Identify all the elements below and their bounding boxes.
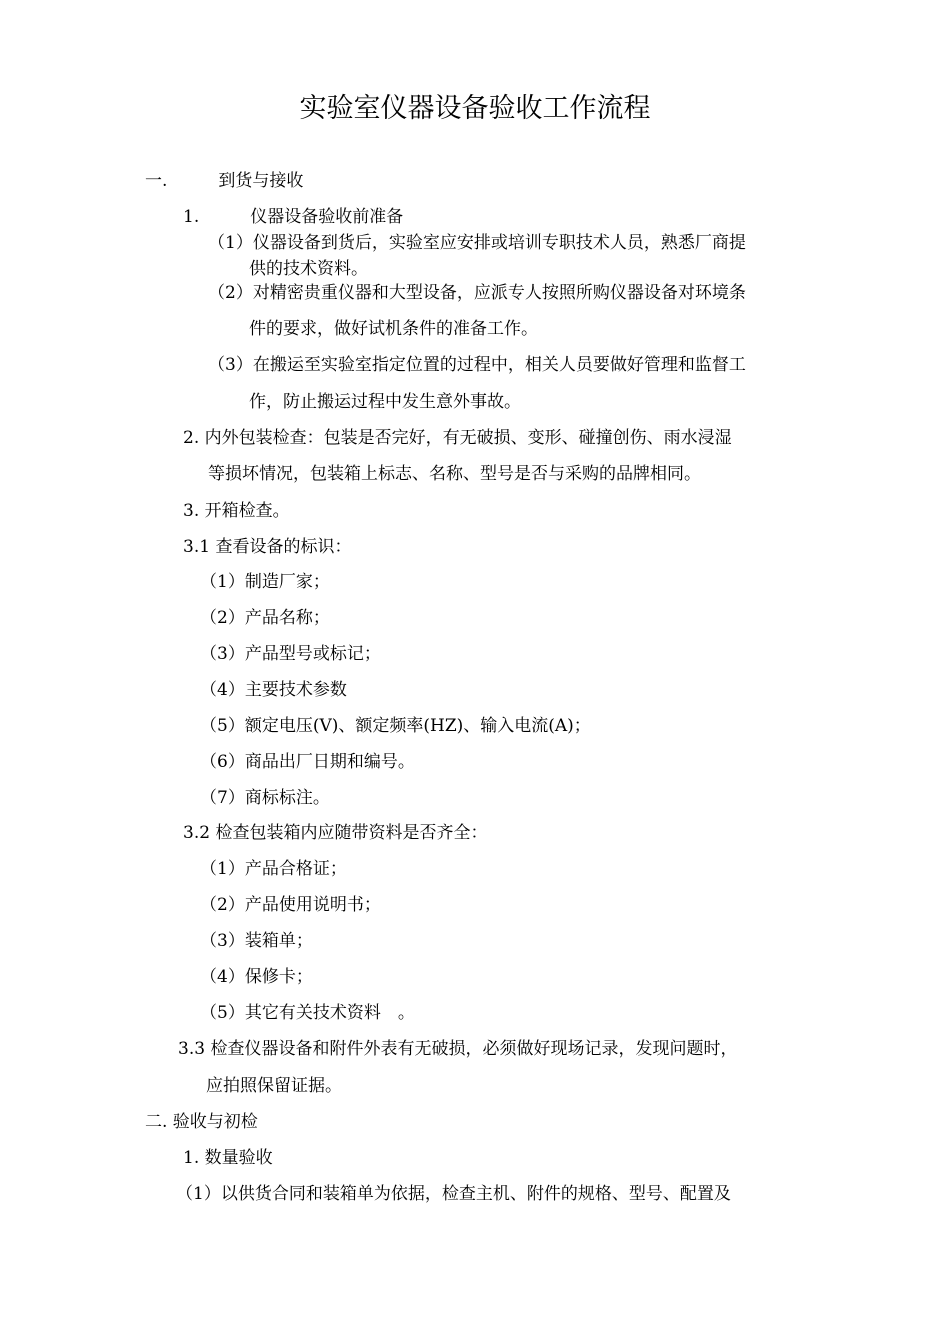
list-item: （6）商品出厂日期和编号。 bbox=[200, 752, 415, 772]
list-item: （3）在搬运至实验室指定位置的过程中，相关人员要做好管理和监督工 bbox=[208, 355, 746, 375]
paragraph: 2. 内外包装检查：包装是否完好，有无破损、变形、碰撞创伤、雨水浸湿 bbox=[183, 428, 732, 448]
list-item-continuation: 件的要求，做好试机条件的准备工作。 bbox=[249, 319, 538, 339]
list-item: （4）主要技术参数 bbox=[200, 680, 347, 700]
section-heading-1: 一. 到货与接收 bbox=[145, 171, 304, 191]
list-item: （2）产品名称； bbox=[200, 608, 330, 628]
list-item: （1）以供货合同和装箱单为依据，检查主机、附件的规格、型号、配置及 bbox=[176, 1184, 731, 1204]
list-item: （1）产品合格证； bbox=[200, 859, 347, 879]
list-item: （5）其它有关技术资料 。 bbox=[200, 1003, 415, 1023]
page-title: 实验室仪器设备验收工作流程 bbox=[299, 93, 651, 124]
list-item: （3）产品型号或标记； bbox=[200, 644, 381, 664]
list-item: （1）制造厂家； bbox=[200, 572, 330, 592]
list-item-continuation: 供的技术资料。 bbox=[249, 259, 368, 279]
subsection-heading: 1. 仪器设备验收前准备 bbox=[183, 207, 404, 227]
subsection-heading: 3. 开箱检查。 bbox=[183, 501, 290, 521]
subsection-heading: 1. 数量验收 bbox=[183, 1148, 273, 1168]
list-item: （5）额定电压(V)、额定频率(HZ)、输入电流(A)； bbox=[200, 716, 591, 736]
list-item: （3）装箱单； bbox=[200, 931, 313, 951]
section-heading-2: 二. 验收与初检 bbox=[145, 1112, 258, 1132]
list-item: （1）仪器设备到货后，实验室应安排或培训专职技术人员，熟悉厂商提 bbox=[208, 233, 746, 253]
list-item-continuation: 作，防止搬运过程中发生意外事故。 bbox=[249, 392, 521, 412]
subsection-heading: 3.2 检查包装箱内应随带资料是否齐全： bbox=[183, 823, 488, 843]
list-item: （2）对精密贵重仪器和大型设备，应派专人按照所购仪器设备对环境条 bbox=[208, 283, 746, 303]
list-item: （4）保修卡； bbox=[200, 967, 313, 987]
paragraph-continuation: 等损坏情况，包装箱上标志、名称、型号是否与采购的品牌相同。 bbox=[208, 464, 701, 484]
paragraph-continuation: 应拍照保留证据。 bbox=[206, 1076, 342, 1096]
subsection-heading: 3.1 查看设备的标识： bbox=[183, 537, 352, 557]
paragraph: 3.3 检查仪器设备和附件外表有无破损，必须做好现场记录，发现问题时， bbox=[178, 1039, 738, 1059]
list-item: （7）商标标注。 bbox=[200, 788, 330, 808]
list-item: （2）产品使用说明书； bbox=[200, 895, 381, 915]
